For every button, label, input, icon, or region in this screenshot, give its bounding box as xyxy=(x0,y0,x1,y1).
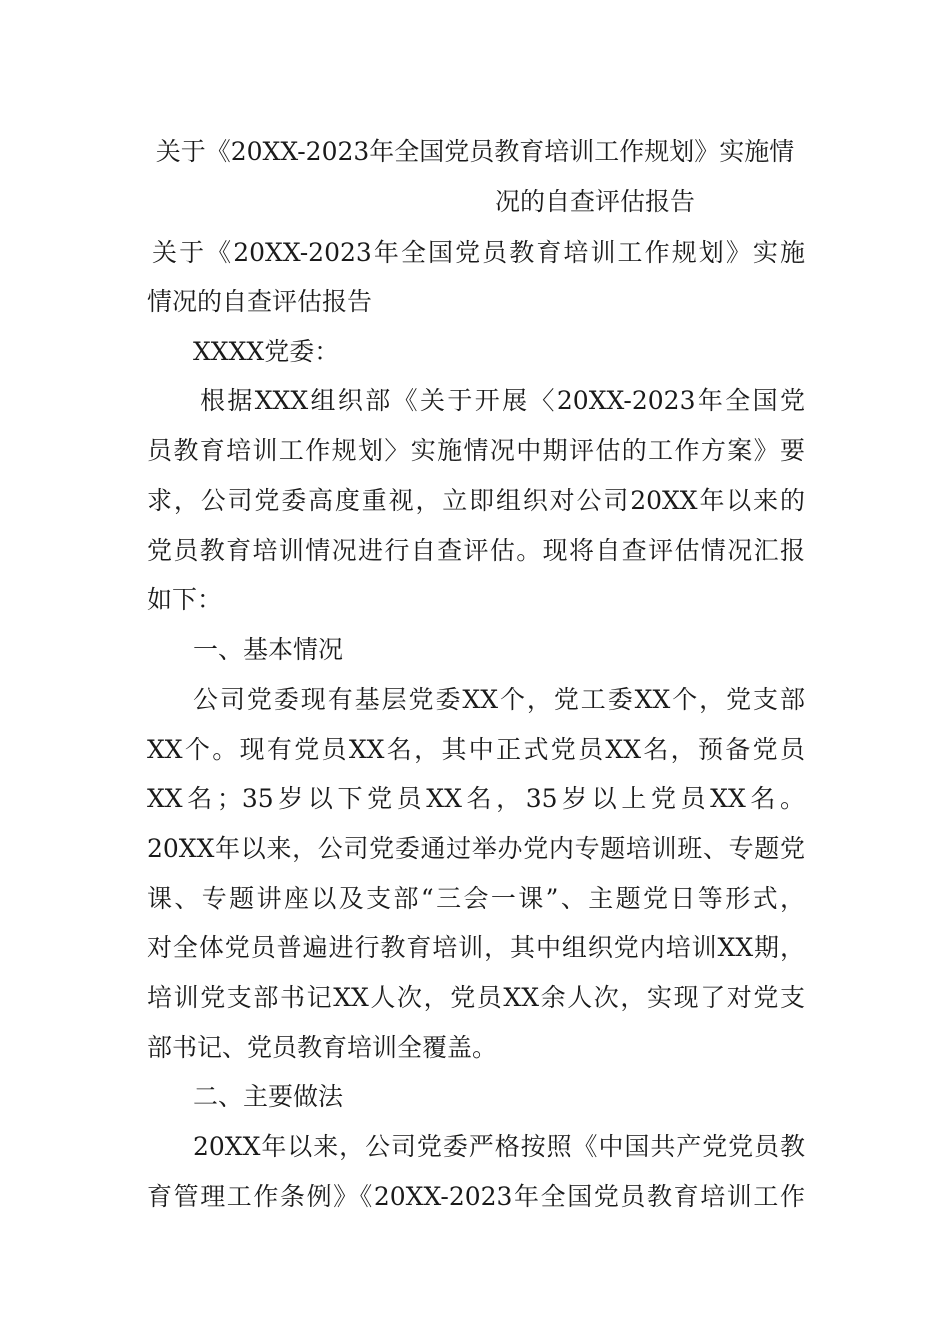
subtitle-line-2: 情况的自查评估报告 xyxy=(147,287,373,316)
intro-line-3: 求，公司党委高度重视，立即组织对公司20XX年以来的 xyxy=(147,486,805,515)
intro-line-5: 如下： xyxy=(147,585,223,614)
intro-line-2: 员教育培训工作规划〉实施情况中期评估的工作方案》要 xyxy=(147,436,805,465)
document-title-line-1: 关于《20XX-2023年全国党员教育培训工作规划》实施情 xyxy=(155,137,795,166)
section-heading-basic-situation: 一、基本情况 xyxy=(193,635,344,664)
document-title-line-2: 况的自查评估报告 xyxy=(494,187,695,216)
section1-line-6: 对全体党员普遍进行教育培训，其中组织党内培训XX期， xyxy=(147,933,805,962)
intro-line-4: 党员教育培训情况进行自查评估。现将自查评估情况汇报 xyxy=(147,536,805,565)
section1-line-2: XX个。现有党员XX名，其中正式党员XX名，预备党员 xyxy=(147,735,805,764)
section1-line-8: 部书记、党员教育培训全覆盖。 xyxy=(147,1033,498,1062)
intro-line-1: 根据XXX组织部《关于开展〈20XX-2023年全国党 xyxy=(200,386,805,415)
section1-line-3: XX名；35岁以下党员XX名，35岁以上党员XX名。 xyxy=(147,784,805,813)
section1-line-7: 培训党支部书记XX人次，党员XX余人次，实现了对党支 xyxy=(147,983,805,1012)
section1-line-5: 课、专题讲座以及支部“三会一课”、主题党日等形式， xyxy=(147,884,805,913)
section1-line-4: 20XX年以来，公司党委通过举办党内专题培训班、专题党 xyxy=(147,834,805,863)
section2-line-1: 20XX年以来，公司党委严格按照《中国共产党党员教 xyxy=(193,1132,805,1161)
section1-line-1: 公司党委现有基层党委XX个，党工委XX个，党支部 xyxy=(193,685,805,714)
section2-line-2: 育管理工作条例》《20XX-2023年全国党员教育培训工作 xyxy=(147,1182,805,1211)
section-heading-main-practices: 二、主要做法 xyxy=(193,1082,344,1111)
subtitle-line-1: 关于《20XX-2023年全国党员教育培训工作规划》实施 xyxy=(152,238,805,267)
salutation: XXXX党委： xyxy=(193,337,340,366)
